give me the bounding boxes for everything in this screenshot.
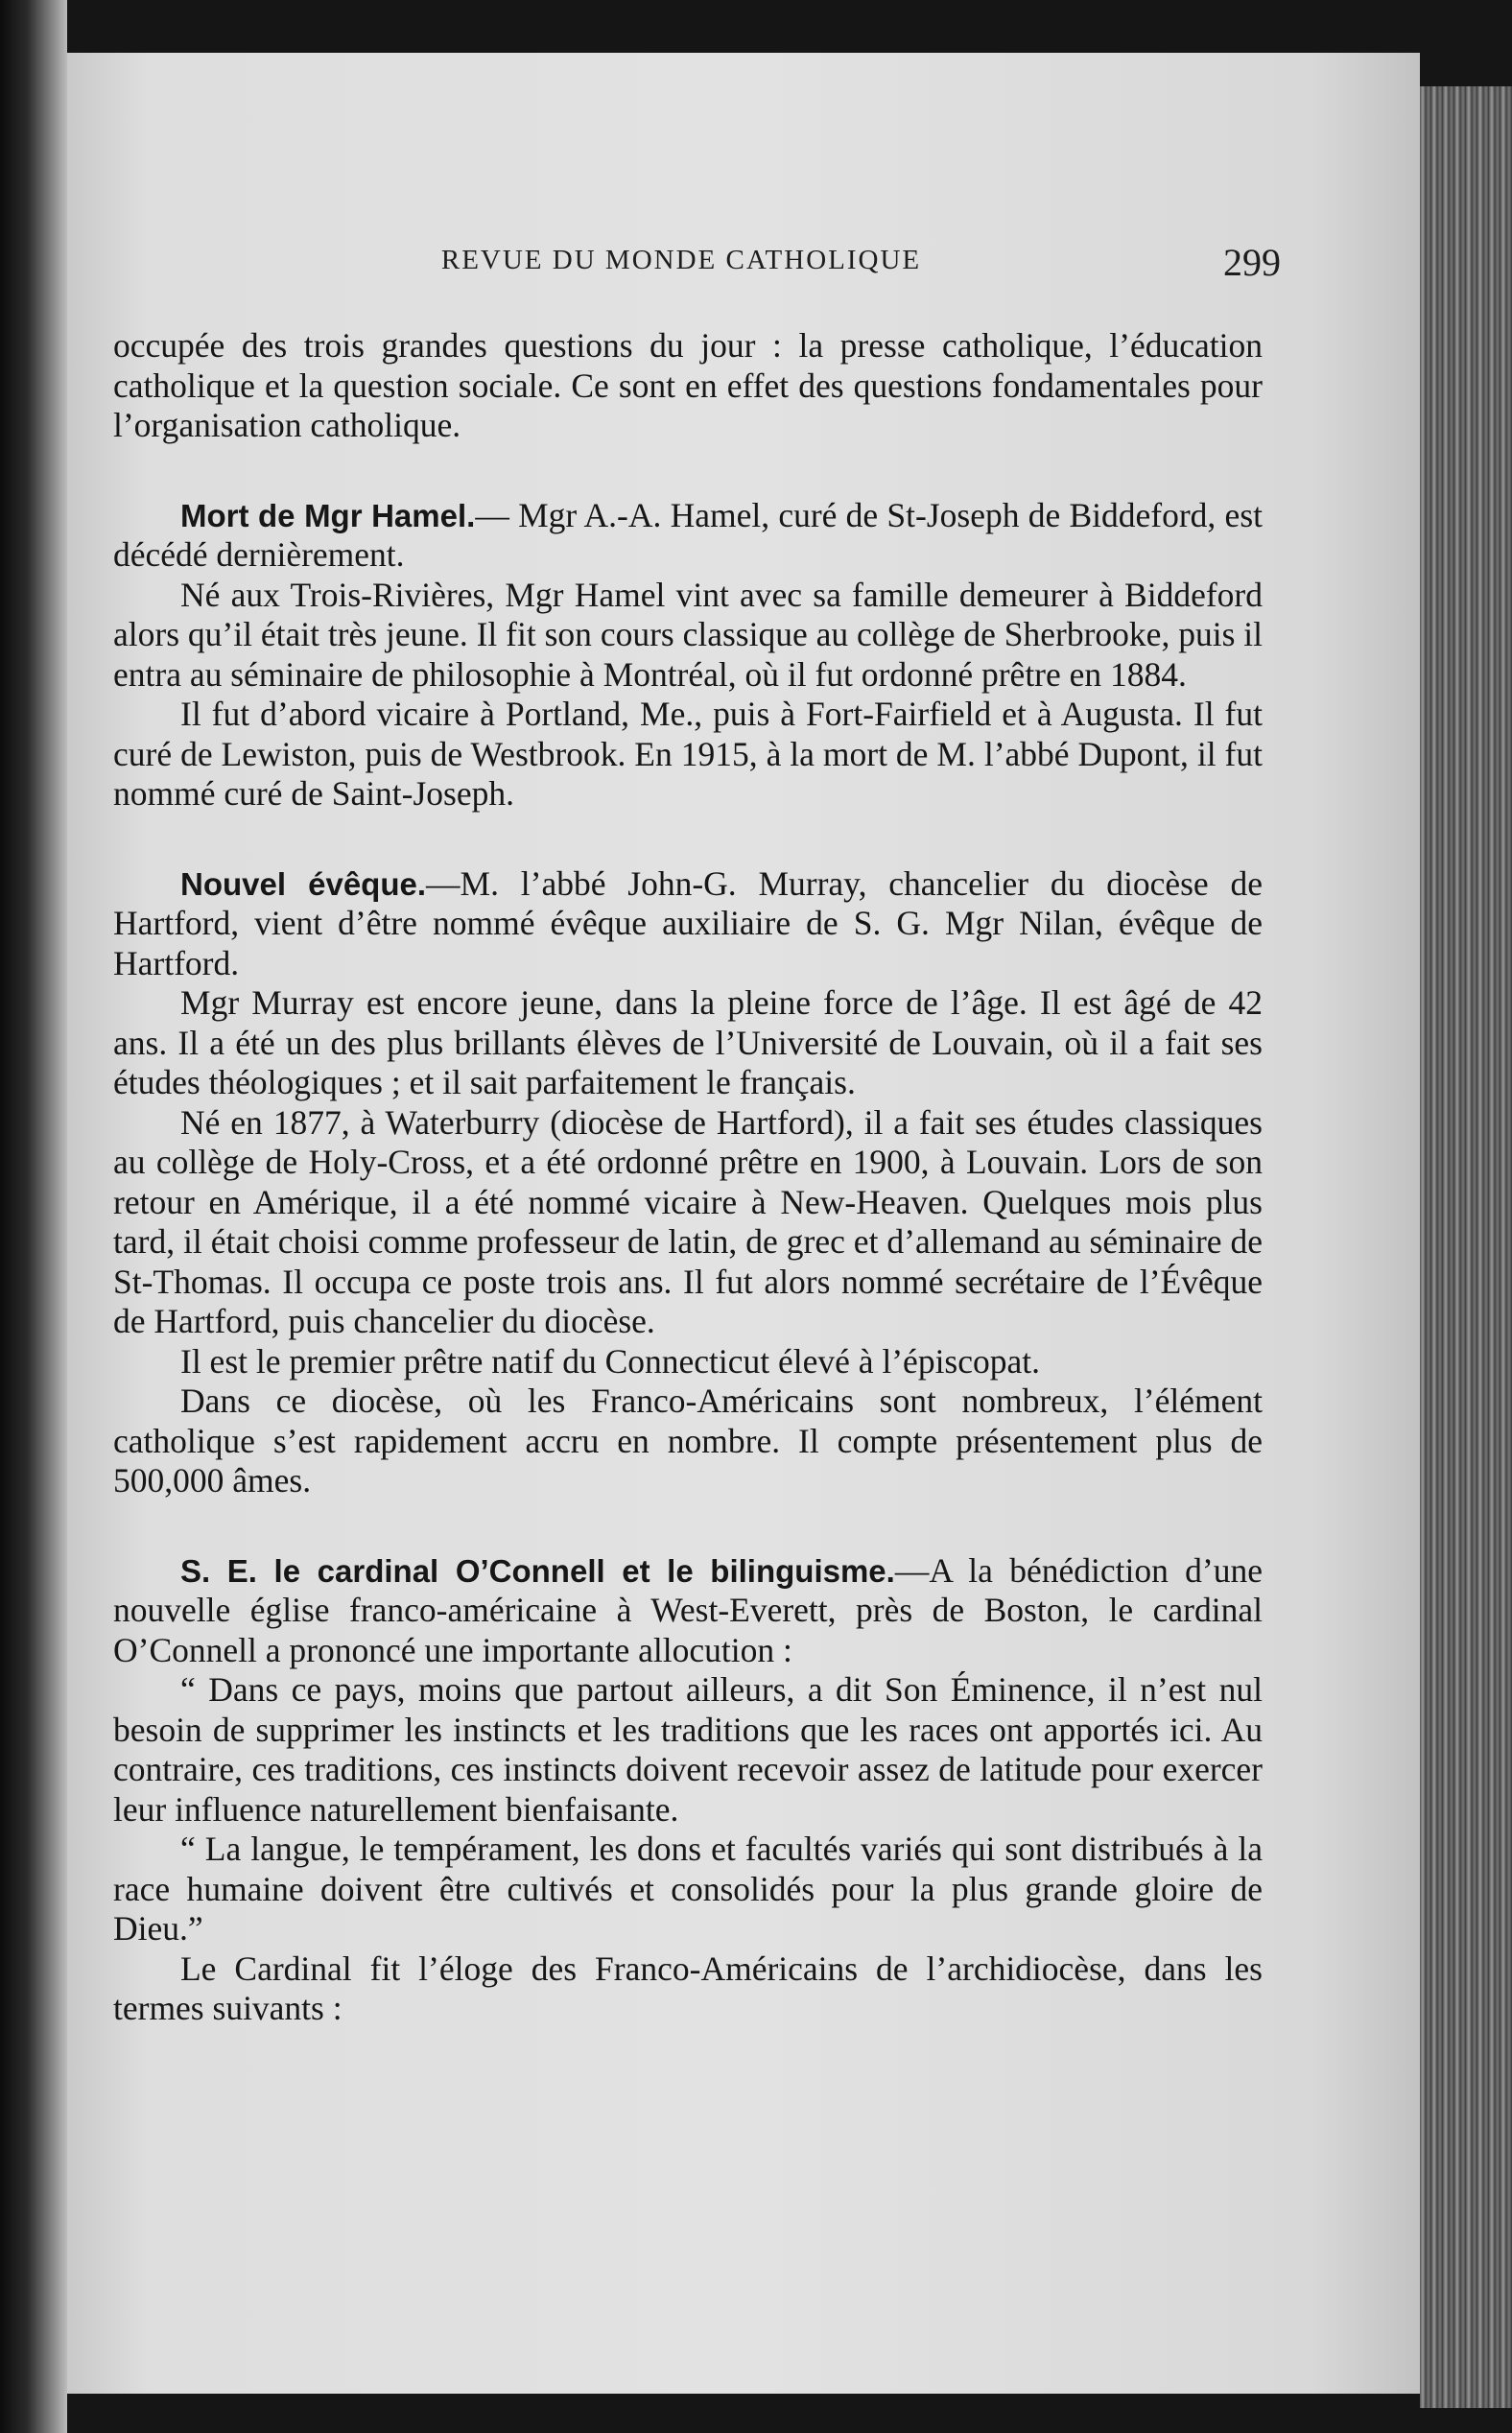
binding-shadow <box>0 0 67 2433</box>
oconnell-lead-paragraph <box>113 1551 1263 1671</box>
hamel-lead-text: — Mgr A.-A. Hamel, curé de St-Joseph de Biddeford, est décédé dernièrement. <box>113 495 1263 574</box>
oconnell-paragraph-1: “ Dans ce pays, moins que partout ailleurs, a dit Son Éminence, il n’est nul besoin de supprimer les instincts et les traditions que les races ont apportés ici. Au contraire, ces traditions, ces instincts doivent recevoir assez de latitude pour exercer leur influence naturellement bienfaisante. <box>113 1670 1263 1829</box>
murray-paragraph-2: Né en 1877, à Waterburry (diocèse de Hartford), il a fait ses études classiques au collège de Holy-Cross, et a été ordonné prêtre en 1900, à Louvain. Lors de son retour en Amérique, il a été nommé vicaire à New-Heaven. Quelques mois plus tard, il était choisi comme professeur de latin, de grec et d’allemand au séminaire de St-Thomas. Il occupa ce poste trois ans. Il fut alors nommé secrétaire de l’Évêque de Hartford, puis chancelier du diocèse. <box>113 1102 1263 1340</box>
hamel-lead-paragraph <box>113 496 1263 576</box>
murray-paragraph-1: Mgr Murray est encore jeune, dans la pleine force de l’âge. Il est âgé de 42 ans. Il a été un des plus brillants élèves de l’Université de Louvain, où il a fait ses études théologiques ; et il sait parfaitement le français. <box>113 983 1263 1101</box>
murray-heading: Nouvel évêque. <box>180 865 427 902</box>
hamel-heading: Mort de Mgr Hamel. <box>180 497 476 533</box>
hamel-paragraph-2: Il fut d’abord vicaire à Portland, Me., puis à Fort-Fairfield et à Augusta. Il fut curé de Lewiston, puis de Westbrook. En 1915, à la mort de M. l’abbé Dupont, il fut nommé curé de Saint-Joseph. <box>113 695 1263 813</box>
running-title: REVUE DU MONDE CATHOLIQUE <box>440 245 922 275</box>
murray-lead-paragraph <box>113 864 1263 984</box>
body-text <box>113 326 1263 2029</box>
oconnell-paragraph-2: “ La langue, le tempérament, les dons et facultés variés qui sont distribués à la race humaine doivent être cultivés et consolidés pour la plus grande gloire de Dieu.” <box>113 1830 1263 1948</box>
oconnell-heading: S. E. le cardinal O’Connell et le bilinguisme. <box>180 1552 895 1589</box>
murray-paragraph-4: Dans ce diocèse, où les Franco-Américains sont nombreux, l’élément catholique s’est rapidement accru en nombre. Il compte présentement plus de 500,000 âmes. <box>113 1382 1263 1500</box>
oconnell-lead-text: —A la bénédiction d’une nouvelle église franco-américaine à West-Everett, près de Boston, le cardinal O’Connell a prononcé une importante allocution : <box>113 1550 1263 1669</box>
page-number: 299 <box>1223 241 1281 284</box>
hamel-paragraph-1: Né aux Trois-Rivières, Mgr Hamel vint avec sa famille demeurer à Biddeford alors qu’il était très jeune. Il fit son cours classique au collège de Sherbrooke, puis il entra au séminaire de philosophie à Montréal, où il fut ordonné prêtre en 1884. <box>113 575 1263 694</box>
murray-paragraph-3: Il est le premier prêtre natif du Connecticut élevé à l’épiscopat. <box>180 1341 1040 1381</box>
intro-paragraph: occupée des trois grandes questions du jour : la presse catholique, l’éducation catholique et la question sociale. Ce sont en effet des questions fondamentales pour l’organisation catholique. <box>113 326 1263 444</box>
oconnell-paragraph-3: Le Cardinal fit l’éloge des Franco-Américains de l’archidiocèse, dans les termes suivants : <box>113 1949 1263 2027</box>
murray-lead-text: —M. l’abbé John-G. Murray, chancelier du diocèse de Hartford, vient d’être nommé évêque auxiliaire de S. G. Mgr Nilan, évêque de Hartford. <box>113 863 1263 982</box>
page-stack-edge <box>1420 86 1512 2408</box>
